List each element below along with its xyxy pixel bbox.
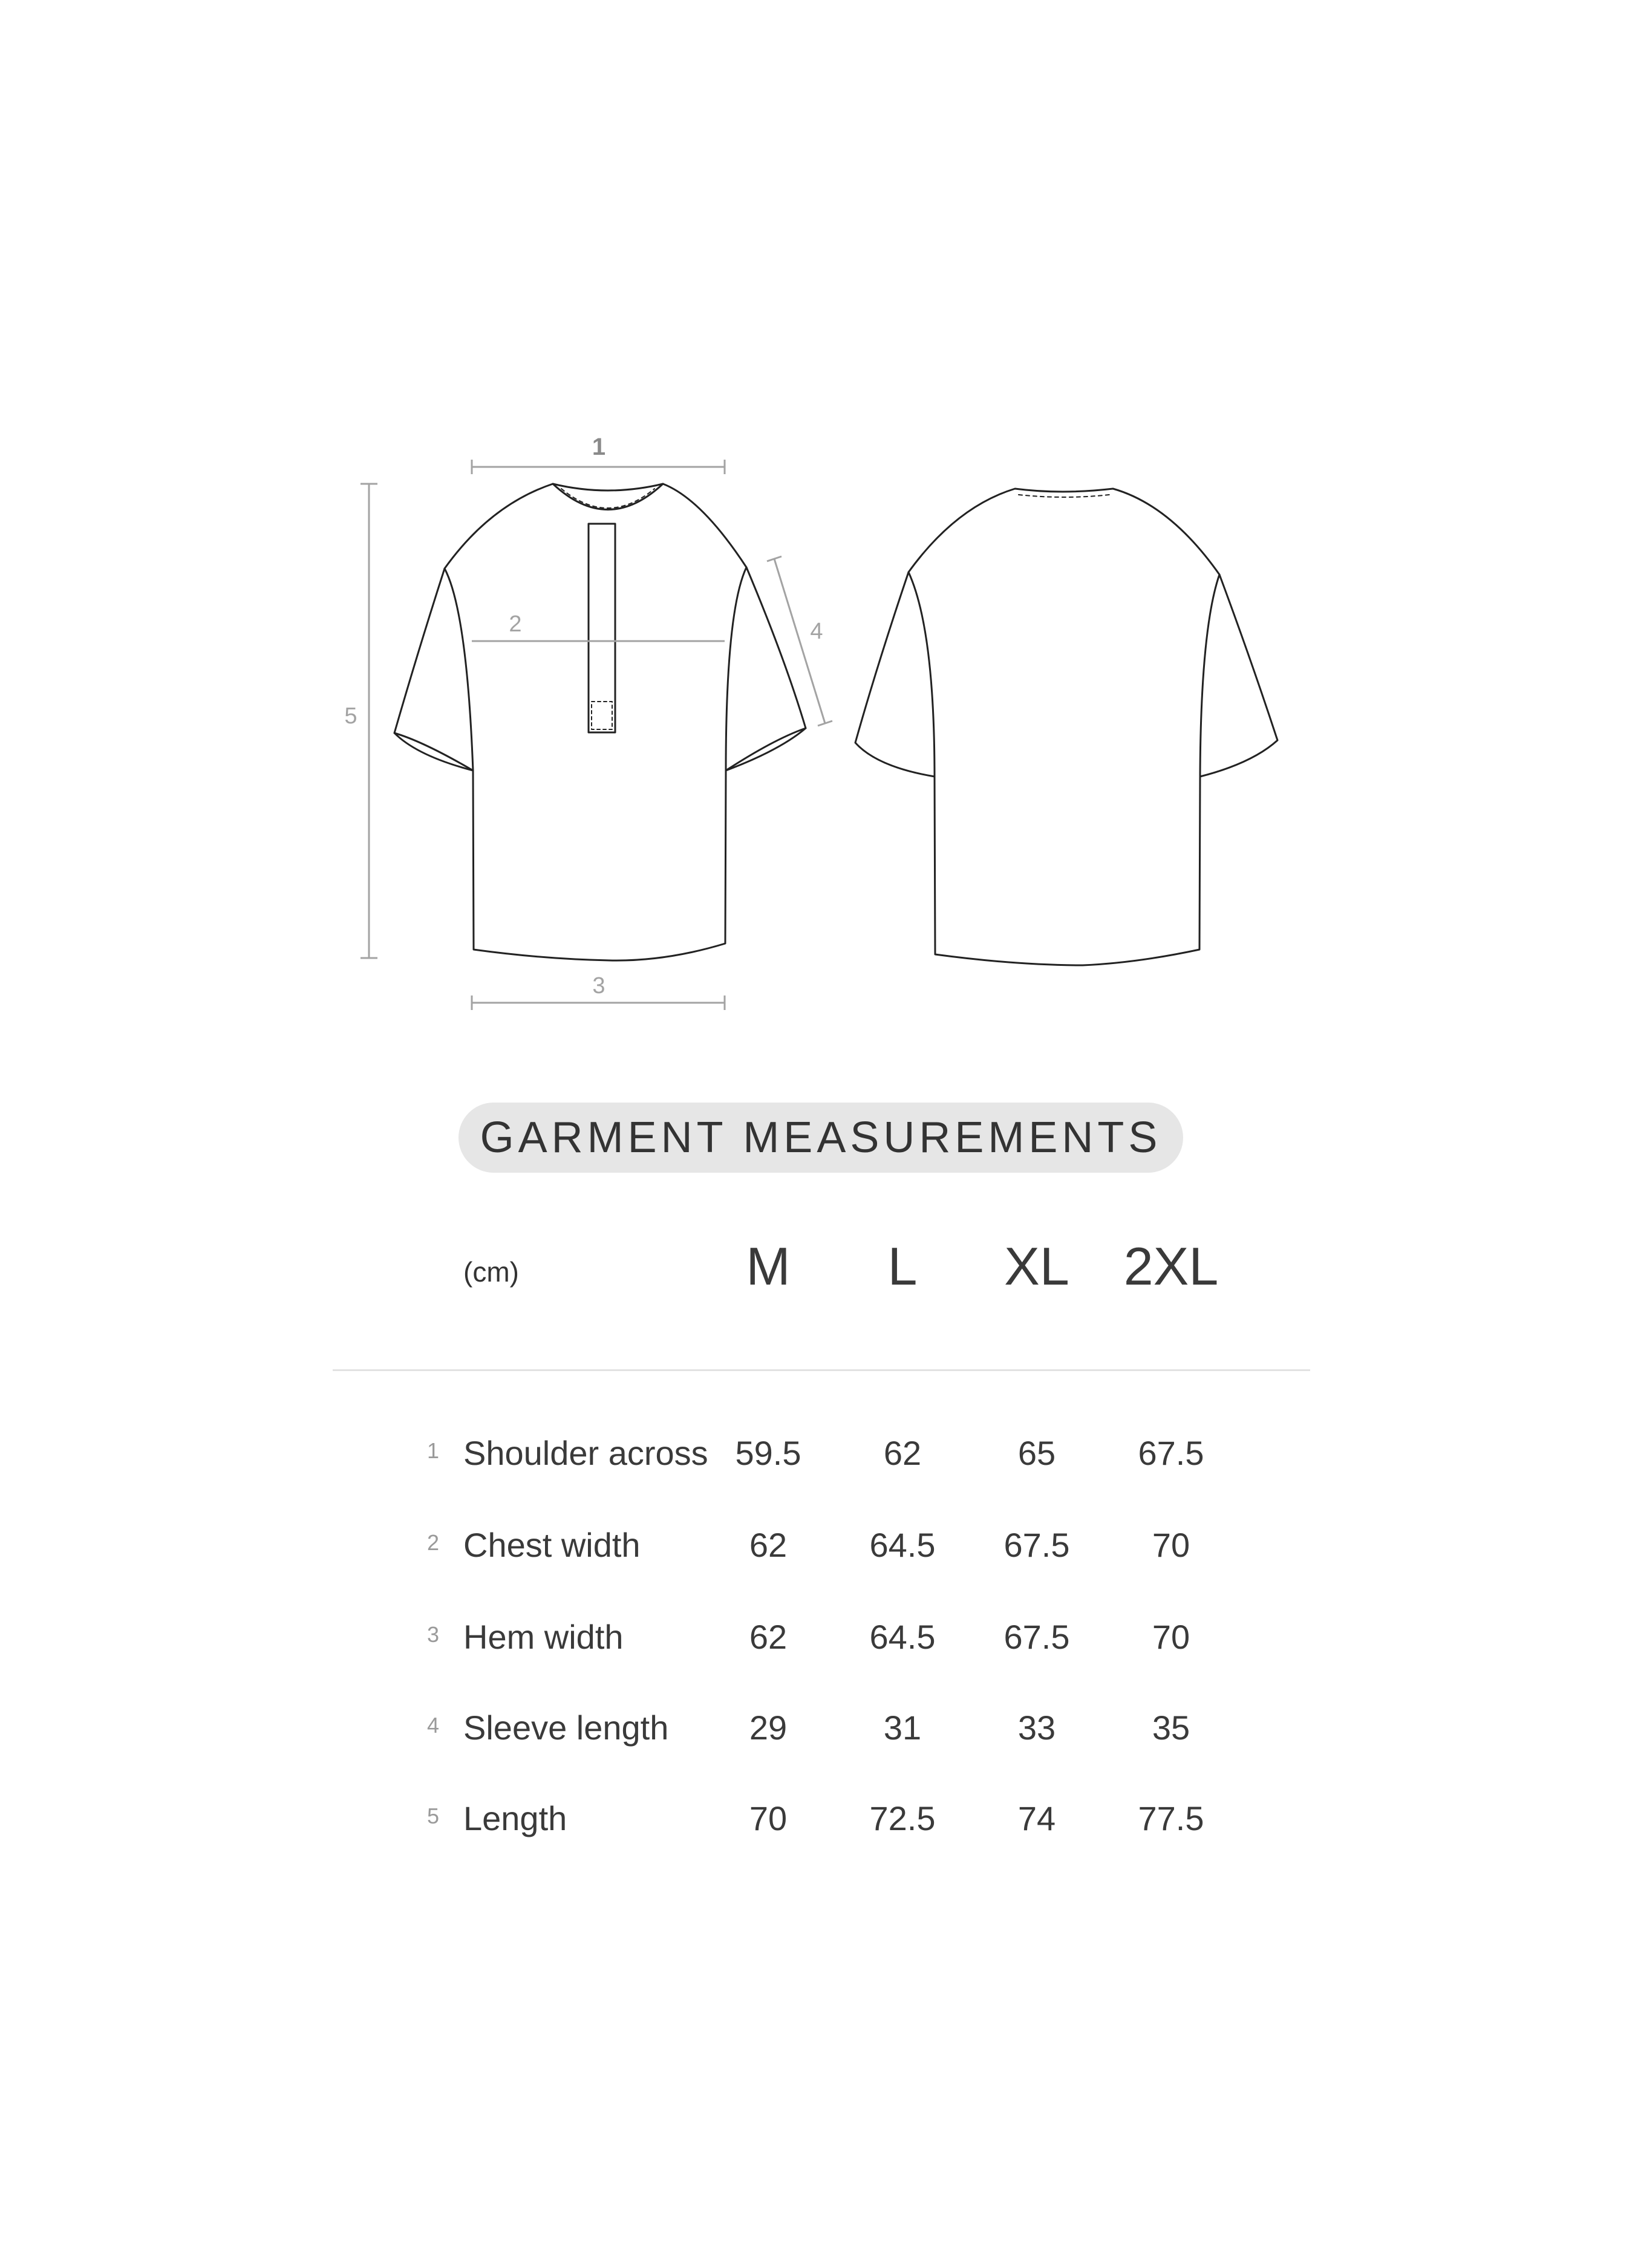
cell-value: 64.5 [869, 1526, 936, 1564]
table-row [0, 1799, 1638, 1847]
cell-value: 70 [1152, 1526, 1190, 1564]
size-header-m: M [746, 1236, 791, 1296]
row-number: 4 [427, 1713, 440, 1738]
cell-value: 31 [883, 1709, 922, 1747]
back-right-armhole [1200, 575, 1219, 777]
cell-value: 62 [749, 1526, 788, 1564]
cell-value: 67.5 [1138, 1434, 1204, 1472]
cell-value: 59.5 [735, 1434, 801, 1472]
table-row [0, 1525, 1638, 1574]
row-number: 1 [427, 1438, 440, 1463]
cell-value: 64.5 [869, 1618, 936, 1656]
cell-value: 35 [1152, 1709, 1190, 1747]
front-right-cuff [726, 728, 806, 771]
row-number: 5 [427, 1804, 440, 1828]
front-placket-stitch [592, 702, 612, 729]
dim-label-shoulder: 1 [592, 434, 606, 460]
dim-label-chest: 2 [509, 611, 522, 637]
front-shirt-outline [394, 484, 806, 960]
row-number: 3 [427, 1622, 440, 1647]
cell-value: 65 [1017, 1434, 1056, 1472]
front-left-armhole [445, 569, 473, 771]
cell-value: 67.5 [1003, 1526, 1070, 1564]
dim-label-length: 5 [344, 703, 357, 729]
size-header-2xl: 2XL [1123, 1236, 1219, 1296]
back-neck-stitch [1019, 495, 1109, 497]
cell-value: 62 [883, 1434, 922, 1472]
cell-value: 33 [1017, 1709, 1056, 1747]
table-row [0, 1617, 1638, 1666]
cell-value: 29 [749, 1709, 788, 1747]
cell-value: 77.5 [1138, 1799, 1204, 1837]
size-header-l: L [887, 1236, 918, 1296]
cell-value: 70 [749, 1799, 788, 1837]
unit-label: (cm) [463, 1256, 519, 1288]
row-number: 2 [427, 1530, 440, 1555]
front-right-armhole [726, 567, 746, 771]
table-row [0, 1708, 1638, 1756]
cell-value: 72.5 [869, 1799, 936, 1837]
row-label: Shoulder across [463, 1434, 708, 1472]
cell-value: 70 [1152, 1618, 1190, 1656]
size-header-xl: XL [1004, 1236, 1069, 1296]
table-row [0, 1433, 1638, 1482]
back-shirt-outline [855, 489, 1277, 965]
cell-value: 74 [1017, 1799, 1056, 1837]
row-label: Chest width [463, 1526, 641, 1564]
back-left-armhole [909, 572, 935, 777]
row-label: Length [463, 1799, 567, 1837]
cell-value: 67.5 [1003, 1618, 1070, 1656]
dim-label-sleeve: 4 [810, 619, 823, 644]
dim-label-hem: 3 [592, 973, 605, 999]
row-label: Sleeve length [463, 1709, 669, 1747]
table-divider [333, 1369, 1310, 1371]
front-left-cuff [394, 733, 473, 771]
front-neck-stitch [561, 489, 654, 508]
garment-diagram [0, 0, 1638, 1064]
section-title: GARMENT MEASUREMENTS [458, 1103, 1183, 1173]
row-label: Hem width [463, 1618, 624, 1656]
cell-value: 62 [749, 1618, 788, 1656]
